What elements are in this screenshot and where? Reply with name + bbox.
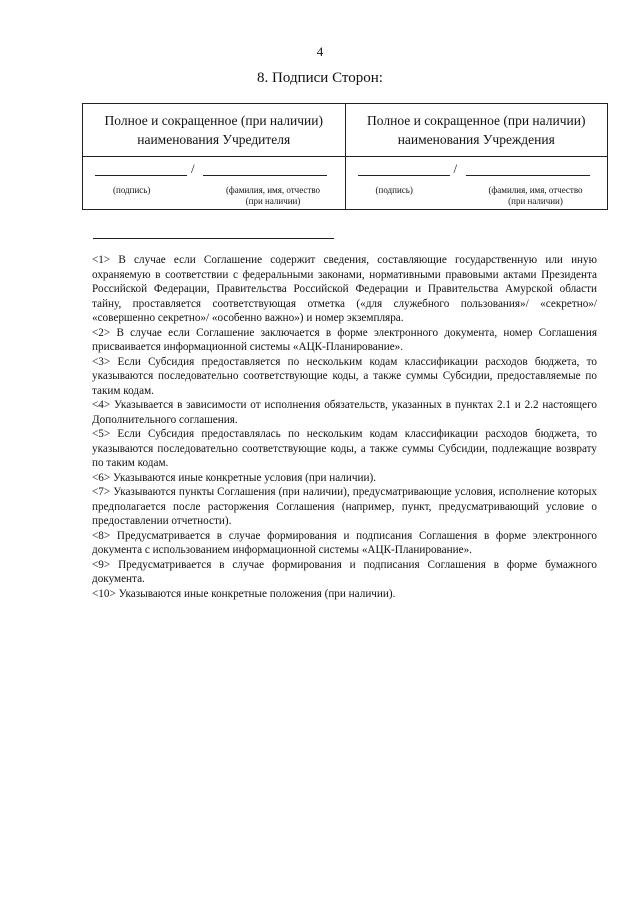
footnote-4: <4> Указывается в зависимости от исполнения обязательств, указанных в пунктах 2.1 и 2.2 настоящего Дополнительного соглашения. — [92, 399, 597, 426]
page-number: 4 — [316, 44, 324, 59]
institution-name-caption-line2: (при наличии) — [508, 196, 563, 206]
footnote-10: <10> Указываются иные конкретные положения (при наличии). — [92, 587, 396, 600]
footnote-3: <3> Если Субсидия предоставляется по нескольким кодам классификации расходов бюджета, то указываются последовательно соответствующие коды, а также суммы Субсидии, предоставляемые по таким кодам. — [92, 355, 597, 397]
founder-name-caption-line2: (при наличии) — [245, 196, 301, 206]
footnote-7: <7> Указываются пункты Соглашения (при наличии), предусматривающие условия, исполнение которых предполагается после расторжения Соглашения (например, пункт, предусматривающий условие о предоставлении отчетности). — [92, 486, 597, 527]
footnote-separator — [93, 238, 334, 239]
section-title: 8. Подписи Сторон: — [257, 70, 383, 86]
founder-signature-line — [95, 175, 187, 176]
founder-name-line — [203, 175, 327, 176]
footnote-5: <5> Если Субсидия предоставлялась по нескольким кодам классификации расходов бюджета, то указываются последовательно соответствующие коды, а также суммы Субсидии, подлежащие возврату по таким кодам. — [92, 428, 597, 469]
founder-sign-caption: (подпись) — [113, 185, 151, 195]
institution-signature-line — [358, 175, 450, 176]
institution-name-line — [466, 175, 590, 176]
institution-header-line1: Полное и сокращенное (при наличии) — [367, 113, 586, 128]
signatures-table — [82, 103, 608, 210]
institution-signature-cell — [345, 157, 608, 210]
signatures-sign-row — [83, 157, 608, 210]
institution-header-cell — [345, 104, 608, 157]
founder-header-cell — [83, 104, 346, 157]
footnote-1: <1> В случае если Соглашение содержит сведения, составляющие государственную или иную охраняемую в соответствии с федеральными законами, нормативными правовыми актами Президента Российской Федерации, Правительства Российской Федерации и Правительства Амурской области тайну, проставляется соответствующая отметка («для служебного пользования»/ «секретно»/ «совершенно секретно»/ «особенно важно») и номер экземпляра. — [92, 254, 597, 324]
institution-slash: / — [453, 161, 458, 176]
founder-signature-cell — [83, 157, 346, 210]
footnote-2: <2> В случае если Соглашение заключается в форме электронного документа, номер Соглашения присваивается информационной системы «АЦК-Планирование». — [92, 326, 597, 353]
footnote-8: <8> Предусматривается в случае формирования и подписания Соглашения в форме электронного документа с использованием информационной системы «АЦК-Планирование». — [92, 529, 597, 556]
founder-slash: / — [191, 161, 195, 176]
footnote-6: <6> Указываются иные конкретные условия (при наличии). — [92, 471, 376, 484]
institution-header-line2: наименования Учреждения — [397, 132, 555, 147]
founder-header-line1: Полное и сокращенное (при наличии) — [104, 113, 323, 128]
institution-name-caption-line1: (фамилия, имя, отчество — [488, 185, 583, 195]
footnotes — [92, 253, 597, 601]
footnote-9: <9> Предусматривается в случае формирования и подписания Соглашения в форме бумажного документа. — [92, 558, 597, 585]
founder-header-line2: наименования Учредителя — [137, 132, 291, 147]
founder-name-caption — [205, 185, 341, 207]
institution-name-caption — [468, 185, 604, 207]
institution-sign-caption: (подпись) — [375, 185, 413, 195]
signatures-header-row — [83, 104, 608, 157]
founder-name-caption-line1: (фамилия, имя, отчество — [225, 185, 321, 195]
